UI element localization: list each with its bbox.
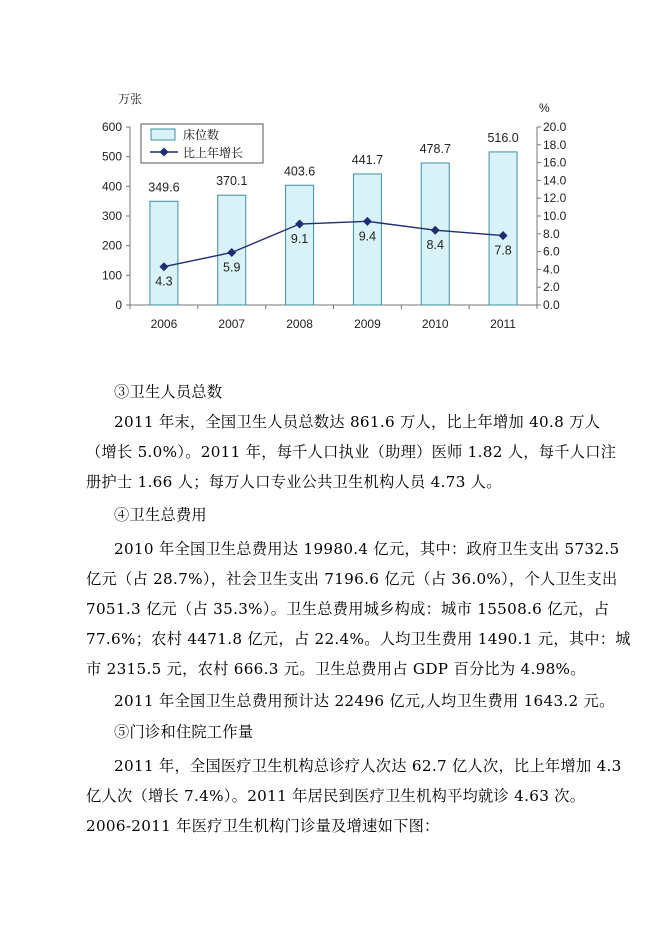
growth-value-label: 4.3 [155, 274, 173, 289]
x-tick-label: 2006 [150, 317, 178, 331]
growth-value-label: 5.9 [223, 260, 241, 275]
growth-value-label: 9.4 [358, 229, 377, 244]
section4-line-3: 7051.3 亿元（占 35.3%）。卫生总费用城乡构成：城市 15508.6 亿元，占 [86, 600, 610, 618]
bar-value-label: 349.6 [148, 180, 180, 195]
section4-line-2: 亿元（占 28.7%），社会卫生支出 7196.6 亿元（占 36.0%），个人卫生支出 [86, 570, 618, 588]
chart-legend [141, 124, 263, 163]
section3-line-3: 册护士 1.66 人；每万人口专业公共卫生机构人员 4.73 人。 [86, 473, 502, 491]
section5-title: ⑤门诊和住院工作量 [114, 723, 254, 741]
left-tick-label: 500 [101, 149, 122, 164]
left-axis-unit: 万张 [118, 92, 143, 106]
section3-line-2: （增长 5.0%）。2011 年，每千人口执业（助理）医师 1.82 人，每千人口注 [86, 443, 617, 461]
x-tick-label: 2011 [490, 317, 516, 331]
bar-value-label: 478.7 [419, 141, 451, 156]
section4-line-5: 市 2315.5 元，农村 666.3 元。卫生总费用占 GDP 百分比为 4.98%。 [86, 660, 586, 678]
left-tick-label: 400 [101, 179, 122, 194]
right-tick-label: 12.0 [543, 191, 567, 206]
section4-title: ④卫生总费用 [114, 506, 207, 524]
section3-line-1: 2011 年末，全国卫生人员总数达 861.6 万人，比上年增加 40.8 万人 [114, 413, 601, 431]
right-tick-label: 20.0 [543, 120, 567, 134]
bar-value-label: 516.0 [487, 130, 519, 145]
bar-value-label: 403.6 [283, 164, 316, 179]
growth-value-label: 8.4 [426, 238, 444, 253]
growth-line [164, 221, 503, 266]
x-tick-label: 2008 [286, 317, 313, 331]
right-tick-label: 4.0 [543, 262, 560, 277]
x-tick-label: 2009 [354, 317, 381, 331]
left-tick-label: 0 [115, 298, 122, 312]
legend-bar-swatch [151, 129, 175, 140]
right-tick-label: 0.0 [543, 298, 560, 312]
right-tick-label: 14.0 [543, 173, 567, 188]
section5-caption: 2006-2011 年医疗卫生机构门诊量及增速如下图： [86, 817, 440, 835]
section4-para-2: 2011 年全国卫生总费用预计达 22496 亿元,人均卫生费用 1643.2 元。 [114, 692, 615, 710]
bar-series [150, 152, 517, 305]
bar-value-label: 441.7 [351, 152, 384, 167]
section5-line-2: 亿人次（增长 7.4%）。2011 年居民到医疗卫生机构平均就诊 4.63 次。 [86, 787, 586, 805]
right-tick-label: 18.0 [543, 137, 567, 152]
bar-value-label: 370.1 [216, 174, 248, 189]
section4-line-1: 2010 年全国卫生总费用达 19980.4 亿元，其中：政府卫生支出 5732.5 [114, 540, 620, 558]
right-tick-label: 16.0 [543, 155, 567, 170]
left-tick-label: 200 [101, 238, 122, 253]
legend-bar-label: 床位数 [183, 128, 220, 142]
section4-line-4: 77.6%；农村 4471.8 亿元，占 22.4%。人均卫生费用 1490.1 元，其中：城 [86, 630, 631, 648]
bed-count-chart [0, 0, 662, 345]
right-tick-label: 2.0 [543, 280, 560, 295]
left-tick-label: 100 [101, 268, 122, 283]
right-axis-unit: % [539, 101, 550, 115]
right-tick-label: 6.0 [543, 244, 560, 259]
x-tick-label: 2007 [218, 317, 246, 331]
right-tick-label: 10.0 [543, 209, 567, 223]
x-tick-label: 2010 [421, 317, 449, 331]
growth-value-label: 7.8 [494, 243, 512, 258]
left-tick-label: 300 [101, 209, 122, 223]
bar-2011 [489, 152, 517, 305]
legend-line-label: 比上年增长 [183, 146, 244, 160]
section3-title: ③卫生人员总数 [114, 383, 223, 401]
bar-2006 [150, 201, 178, 305]
right-tick-label: 8.0 [543, 226, 560, 241]
growth-value-label: 9.1 [290, 232, 309, 247]
line-series [159, 217, 507, 271]
left-tick-label: 600 [101, 120, 122, 134]
section5-line-1: 2011 年，全国医疗卫生机构总诊疗人次达 62.7 亿人次，比上年增加 4.3 [114, 757, 622, 775]
